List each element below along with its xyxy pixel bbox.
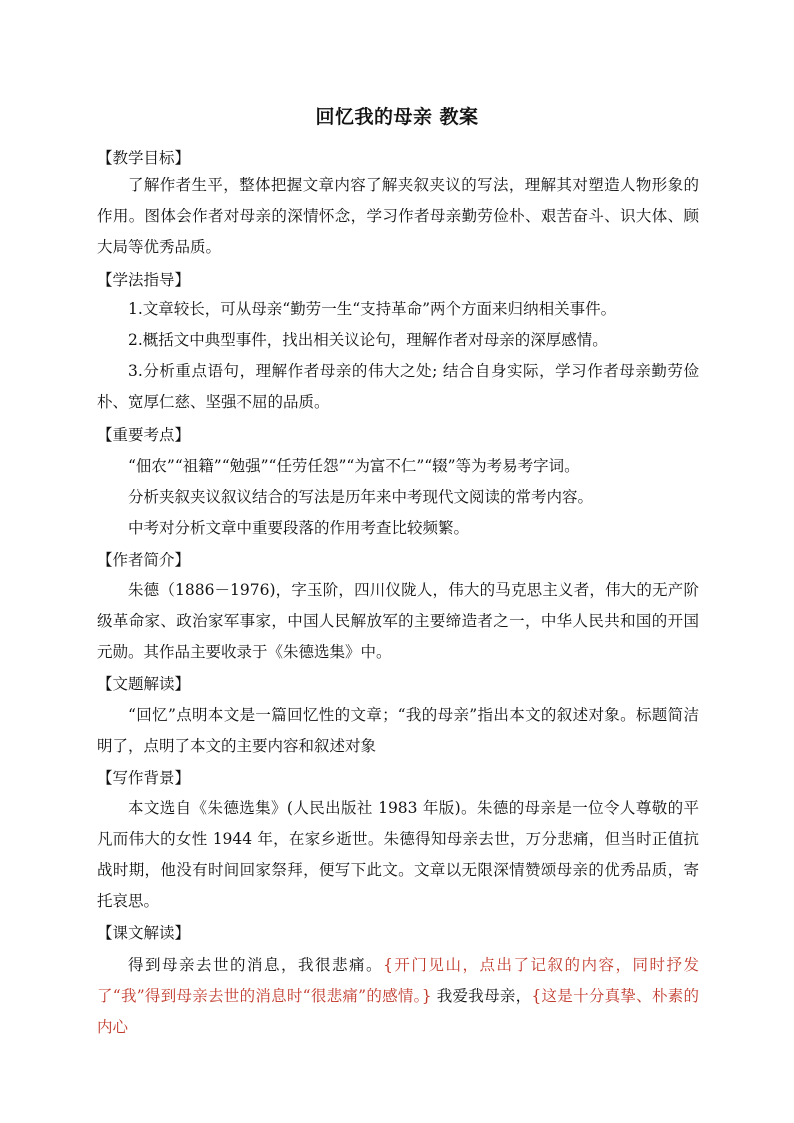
background-text: 本文选自《朱德选集》(人民出版社 1983 年版)。朱德的母亲是一位令人尊敬的平凡而伟大的女性 1944 年，在家乡逝世。朱德得知母亲去世，万分悲痛，但当时正值抗战时期，他没有时间回家祭拜，便写下此文。文章以无限深情赞颂母亲的优秀品质，寄托哀思。 [97,799,699,910]
reading-part-2: 我爱我母亲， [431,987,532,1005]
keypoint-item-1: “佃农”“祖籍”“勉强”“任劳任怨”“为富不仁”“辍”等为考易考字词。 [128,457,580,475]
keypoint-item-2: 分析夹叙夹议叙议结合的写法是历年来中考现代文阅读的常考内容。 [128,488,594,506]
heading-author: 【作者简介】 [97,551,191,569]
title-reading-text: “回忆”点明本文是一篇回忆性的文章；“我的母亲”指出本文的叙述对象。标题简洁明了，点明了本文的主要内容和叙述对象 [97,706,699,755]
heading-title-reading: 【文题解读】 [97,675,191,693]
heading-background: 【写作背景】 [97,769,191,787]
objectives-text: 了解作者生平，整体把握文章内容了解夹叙夹议的写法，理解其对塑造人物形象的作用。图体会作者对母亲的深情怀念，学习作者母亲勤劳俭朴、艰苦奋斗、识大体、顾大局等优秀品质。 [97,176,699,256]
keypoint-item-3: 中考对分析文章中重要段落的作用考查比较频繁。 [128,519,470,537]
heading-objectives: 【教学目标】 [97,149,191,167]
reading-part-1: 得到母亲去世的消息，我很悲痛。 [128,956,384,974]
heading-reading: 【课文解读】 [97,924,191,942]
guidance-item-3: 3.分析重点语句，理解作者母亲的伟大之处; 结合自身实际，学习作者母亲勤劳俭朴、宽厚仁慈、坚强不屈的品质。 [97,362,699,411]
heading-guidance: 【学法指导】 [97,271,191,289]
reading-annotation-1: {开门见山，点出了记叙的内容，同时抒发了“我”得到母亲去世的消息时“很悲痛”的感情。} [97,956,699,1005]
guidance-item-2: 2.概括文中典型事件，找出相关议论句，理解作者对母亲的深厚感情。 [128,331,608,349]
heading-keypoints: 【重要考点】 [97,426,191,444]
reading-text [97,950,699,1043]
page-title: 回忆我的母亲 教案 [315,106,479,128]
reading-annotation-2: {这是十分真挚、朴素的内心 [97,987,699,1036]
author-text: 朱德（1886－1976)，字玉阶，四川仪陇人，伟大的马克思主义者，伟大的无产阶级革命家、政治家军事家，中国人民解放军的主要缔造者之一，中华人民共和国的开国元勋。其作品主要收录于《朱德选集》中。 [97,581,699,661]
guidance-item-1: 1.文章较长，可从母亲“勤劳一生“支持革命”两个方面来归纳相关事件。 [128,300,617,318]
